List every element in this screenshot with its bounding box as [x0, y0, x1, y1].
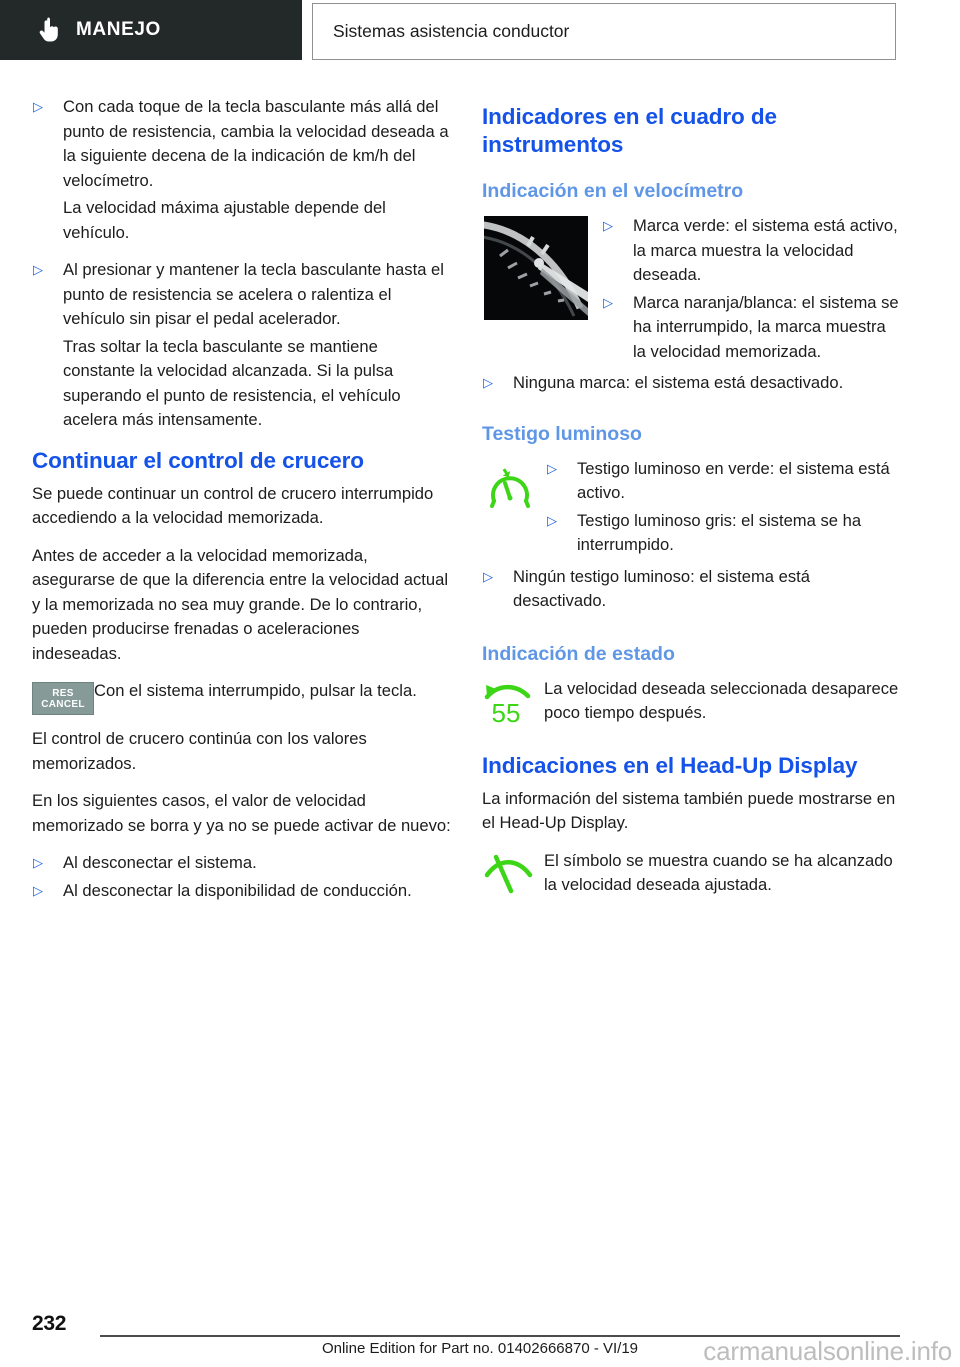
- left-column: [32, 95, 452, 906]
- res-cancel-icon-cell: [32, 679, 94, 715]
- footer-edition-note: Online Edition for Part no. 01402666870 - VI/19: [321, 1340, 639, 1357]
- page-footer: [0, 1296, 960, 1366]
- triangle-bullet-icon: ▷: [33, 855, 43, 870]
- list-item: [32, 95, 452, 193]
- bullet-text: Ningún testigo luminoso: el sistema está desactivado.: [513, 566, 810, 610]
- estado-icon-cell: [482, 677, 544, 726]
- pointing-hand-icon: [38, 17, 60, 43]
- list-item: [602, 291, 902, 365]
- bullet-text: Marca naranja/blanca: el sistema se ha interrumpido, la marca muestra la velocidad memorizada.: [633, 292, 899, 361]
- watermark: carmanualsonline.info: [703, 1336, 952, 1366]
- list-item: [32, 851, 452, 876]
- res-cancel-caption: Con el sistema interrumpido, pulsar la tecla.: [94, 681, 417, 700]
- bullet-note: Tras soltar la tecla basculante se mantiene constante la velocidad alcanzada. Si la pulsa superando el punto de resistencia, el vehículo acelera más intensamente.: [63, 336, 401, 429]
- green-cruise-control-gauge-icon: [486, 463, 534, 511]
- page-header: [0, 0, 960, 62]
- heading-indicaciones-head-up-display: Indicaciones en el Head-Up Display: [482, 752, 858, 778]
- list-item: [546, 457, 902, 506]
- bullet-text: Testigo luminoso en verde: el sistema está activo.: [577, 458, 890, 502]
- bullet-text: Ninguna marca: el sistema está desactivado.: [513, 373, 844, 392]
- tab-section[interactable]: [312, 3, 896, 60]
- bullet-text: Con cada toque de la tecla basculante más allá del punto de resistencia, cambia la velocidad deseada a la siguiente decena de la indicación de km/h del velocímetro.: [63, 97, 449, 190]
- res-cancel-key-icon: [32, 682, 94, 715]
- paragraph: En los siguientes casos, el valor de velocidad memorizado se borra y ya no se puede activar de nuevo:: [32, 791, 451, 835]
- res-cancel-key-line1: RES: [52, 687, 74, 699]
- res-cancel-instruction-row: [32, 679, 452, 715]
- triangle-bullet-icon: ▷: [33, 882, 43, 898]
- paragraph: Se puede continuar un control de crucero interrumpido accediendo a la velocidad memorizada.: [32, 483, 434, 527]
- bullet-text: Al desconectar la disponibilidad de conducción.: [63, 880, 412, 900]
- bullet-text: Testigo luminoso gris: el sistema se ha interrumpido.: [577, 510, 862, 554]
- paragraph: La información del sistema también puede mostrarse en el Head-Up Display.: [482, 788, 896, 832]
- paragraph: Antes de acceder a la velocidad memorizada, asegurarse de que la diferencia entre la velocidad actual y la memorizada no sea muy grande. De lo contrario, pueden producirse frenadas o aceleraciones indeseadas.: [32, 545, 449, 663]
- hud-icon-cell: [482, 849, 544, 898]
- speedometer-photo-graphic: [484, 216, 588, 320]
- estado-instruction-row: [482, 677, 902, 726]
- estado-icon-value: 55: [491, 697, 521, 725]
- testigo-icon-cell: [486, 463, 534, 511]
- heading-indicadores-cuadro-instrumentos: Indicadores en el cuadro de instrumentos: [482, 104, 777, 157]
- subheading-indicacion-velocimetro: Indicación en el velocímetro: [482, 180, 744, 202]
- green-hud-speed-reached-icon: [482, 849, 536, 897]
- triangle-bullet-icon: ▷: [547, 512, 557, 528]
- list-item: [482, 371, 902, 396]
- triangle-bullet-icon: ▷: [33, 99, 43, 114]
- heading-continuar-control-crucero: Continuar el control de crucero: [32, 447, 364, 473]
- right-column: [482, 95, 902, 910]
- page-number: 232: [32, 1312, 67, 1335]
- triangle-bullet-icon: ▷: [483, 375, 493, 390]
- list-item: [546, 509, 902, 558]
- hud-instruction-row: [482, 849, 902, 898]
- triangle-bullet-icon: ▷: [483, 568, 493, 584]
- paragraph: El control de crucero continúa con los valores memorizados.: [32, 729, 367, 773]
- green-speed-55-icon: [482, 677, 534, 725]
- tab-manejo-label: MANEJO: [76, 19, 161, 40]
- list-item: [32, 879, 452, 904]
- triangle-bullet-icon: ▷: [33, 262, 43, 277]
- triangle-bullet-icon: ▷: [603, 294, 613, 310]
- tab-manejo[interactable]: [0, 0, 302, 60]
- triangle-bullet-icon: ▷: [603, 218, 613, 233]
- estado-text: La velocidad deseada seleccionada desaparece poco tiempo después.: [544, 678, 899, 722]
- bullet-text: Al desconectar el sistema.: [63, 853, 257, 872]
- testigo-block: [482, 457, 902, 561]
- subheading-testigo-luminoso: Testigo luminoso: [482, 422, 642, 445]
- bullet-text: Al presionar y mantener la tecla basculante hasta el punto de resistencia se acelera o ralentiza el vehículo sin pisar el pedal acelerador.: [63, 260, 444, 328]
- triangle-bullet-icon: ▷: [547, 460, 557, 476]
- bullet-text: Marca verde: el sistema está activo, la marca muestra la velocidad deseada.: [633, 216, 898, 284]
- speedometer-photo: [484, 216, 588, 320]
- bullet-note: La velocidad máxima ajustable depende del vehículo.: [63, 198, 386, 242]
- velocimetro-block: [482, 214, 902, 367]
- list-item: [482, 565, 902, 614]
- res-cancel-key-line2: CANCEL: [41, 698, 85, 710]
- list-item: [32, 258, 452, 332]
- subheading-indicacion-estado: Indicación de estado: [482, 642, 675, 665]
- hud-text: El símbolo se muestra cuando se ha alcanzado la velocidad deseada ajustada.: [544, 850, 893, 894]
- tab-section-label: Sistemas asistencia conductor: [333, 21, 570, 41]
- list-item: [602, 214, 902, 288]
